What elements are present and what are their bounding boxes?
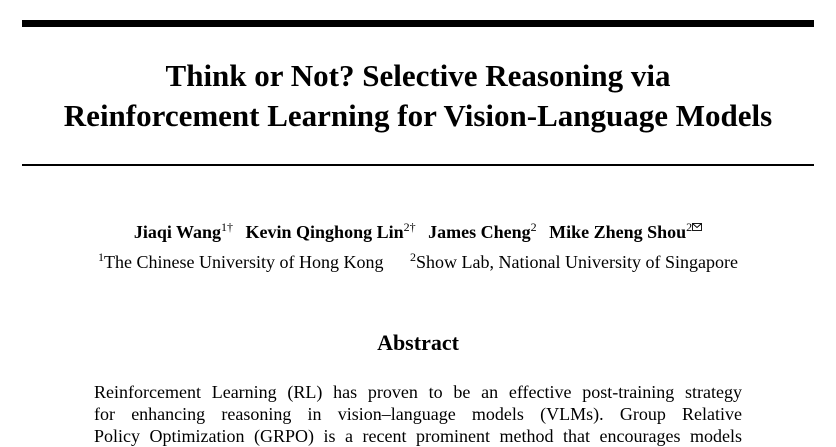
author — [134, 221, 233, 243]
title-line-1: Think or Not? Selective Reasoning via — [165, 58, 671, 93]
abstract-line: for enhancing reasoning in vision–language models (VLMs). Group Relative — [94, 404, 742, 424]
affiliation-number: 1 — [98, 250, 105, 264]
author — [246, 221, 416, 243]
affiliation-name: Show Lab, National University of Singapore — [416, 252, 738, 272]
author — [428, 221, 537, 243]
author — [549, 221, 702, 243]
author-affil-mark: 2 — [686, 220, 693, 234]
abstract-line: Reinforcement Learning (RL) has proven to be an effective post-training strategy — [94, 382, 742, 402]
affiliation-number: 2 — [410, 250, 416, 264]
author-name: Mike Zheng Shou — [549, 222, 687, 242]
abstract-line: Policy Optimization (GRPO) is a recent prominent method that encourages models — [94, 426, 742, 446]
abstract-body — [94, 381, 742, 447]
affiliation — [410, 251, 738, 273]
title-line-2: Reinforcement Learning for Vision-Language Models — [63, 98, 773, 133]
author-name: James Cheng — [428, 222, 531, 242]
affiliation-list — [0, 251, 836, 273]
author-affil-mark: 2† — [403, 220, 416, 234]
abstract-heading: Abstract — [377, 330, 459, 355]
envelope-icon[interactable] — [692, 223, 702, 231]
top-rule — [22, 20, 814, 27]
author-name: Jiaqi Wang — [133, 222, 222, 242]
paper-title — [0, 56, 836, 136]
title-bottom-rule — [22, 164, 814, 166]
affiliation — [98, 251, 383, 273]
author-list — [0, 221, 836, 243]
author-affil-mark: 2 — [530, 220, 537, 234]
affiliation-name: The Chinese University of Hong Kong — [104, 252, 384, 272]
author-name: Kevin Qinghong Lin — [245, 222, 404, 242]
author-affil-mark: 1† — [221, 220, 234, 234]
